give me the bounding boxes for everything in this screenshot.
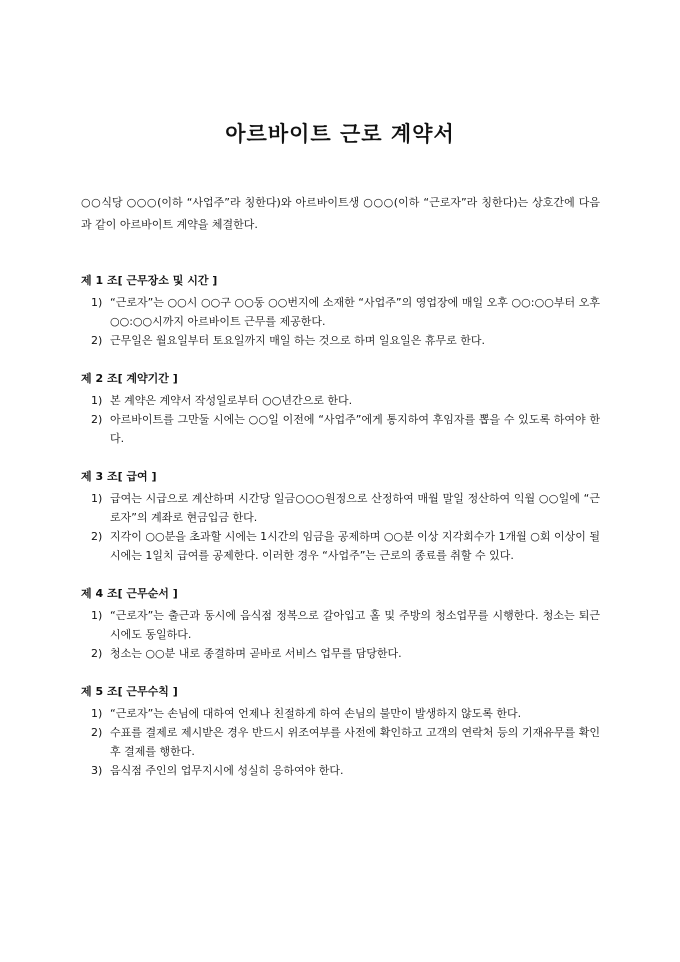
clause-number: 2): [91, 530, 103, 543]
articles-section: [81, 272, 600, 800]
clause-number: 1): [91, 296, 103, 309]
clause-text: 아르바이트를 그만둘 시에는 ○○일 이전에 “사업주”에게 통지하여 후임자를 뽑을 수 있도록 하여야 한다.: [110, 413, 600, 445]
article-items: [81, 489, 600, 565]
intro-paragraph: ○○식당 ○○○(이하 “사업주”라 칭한다)와 아르바이트생 ○○○(이하 “근로자”라 칭한다)는 상호간에 다음과 같이 아르바이트 계약을 체결한다.: [81, 196, 600, 231]
clause-text: 본 계약은 계약서 작성일로부터 ○○년간으로 한다.: [110, 394, 353, 407]
clause-text: 음식점 주인의 업무지시에 성실히 응하여야 한다.: [110, 764, 344, 777]
article-items: [81, 391, 600, 448]
article-heading: 제 5 조[ 근무수칙 ]: [81, 685, 178, 698]
clause-number: 2): [91, 413, 103, 426]
article-1: [81, 272, 600, 350]
clause-item: [81, 489, 600, 527]
article-items: [81, 704, 600, 780]
article-heading: 제 1 조[ 근무장소 및 시간 ]: [81, 274, 218, 287]
article-heading: 제 4 조[ 근무순서 ]: [81, 587, 178, 600]
clause-text: 수표를 결제로 제시받은 경우 반드시 위조여부를 사전에 확인하고 고객의 연락처 등의 기재유무를 확인 후 결제를 행한다.: [110, 726, 600, 758]
clause-item: [81, 527, 600, 565]
clause-item: [81, 410, 600, 448]
article-heading: 제 3 조[ 급여 ]: [81, 470, 157, 483]
clause-item: [81, 761, 600, 780]
clause-item: [81, 331, 600, 350]
clause-text: “근로자”는 손님에 대하여 언제나 친절하게 하여 손님의 불만이 발생하지 않도록 한다.: [110, 707, 522, 720]
clause-text: 급여는 시급으로 계산하며 시간당 일금○○○원정으로 산정하여 매월 말일 정산하여 익월 ○○일에 “근로자”의 계좌로 현금입금 한다.: [110, 492, 600, 524]
clause-item: [81, 391, 600, 410]
article-heading: 제 2 조[ 계약기간 ]: [81, 372, 178, 385]
article-3: [81, 468, 600, 565]
clause-text: “근로자”는 ○○시 ○○구 ○○동 ○○번지에 소재한 “사업주”의 영업장에 매일 오후 ○○:○○부터 오후 ○○:○○시까지 아르바이트 근무를 제공한다.: [110, 296, 600, 328]
clause-number: 2): [91, 726, 103, 739]
article-5: [81, 683, 600, 780]
clause-number: 1): [91, 394, 103, 407]
clause-item: [81, 644, 600, 663]
document-title: 아르바이트 근로 계약서: [225, 122, 455, 146]
article-4: [81, 585, 600, 663]
clause-item: [81, 704, 600, 723]
clause-number: 1): [91, 707, 103, 720]
clause-item: [81, 723, 600, 761]
clause-number: 2): [91, 647, 103, 660]
clause-item: [81, 293, 600, 331]
clause-item: [81, 606, 600, 644]
clause-number: 3): [91, 764, 103, 777]
article-items: [81, 293, 600, 350]
clause-text: 근무일은 월요일부터 토요일까지 매일 하는 것으로 하며 일요일은 휴무로 한다.: [110, 334, 485, 347]
clause-number: 2): [91, 334, 103, 347]
clause-text: 지각이 ○○분을 초과할 시에는 1시간의 임금을 공제하며 ○○분 이상 지각회수가 1개월 ○회 이상이 될 시에는 1일치 급여를 공제한다. 이러한 경우 “사업주”는 근로의 종료를 취할 수 있다.: [110, 530, 600, 562]
article-2: [81, 370, 600, 448]
clause-text: “근로자”는 출근과 동시에 음식점 정복으로 갈아입고 홀 및 주방의 청소업무를 시행한다. 청소는 퇴근 시에도 동일하다.: [110, 609, 600, 641]
clause-number: 1): [91, 492, 103, 505]
clause-number: 1): [91, 609, 103, 622]
article-items: [81, 606, 600, 663]
clause-text: 청소는 ○○분 내로 종결하며 곧바로 서비스 업무를 담당한다.: [110, 647, 402, 660]
